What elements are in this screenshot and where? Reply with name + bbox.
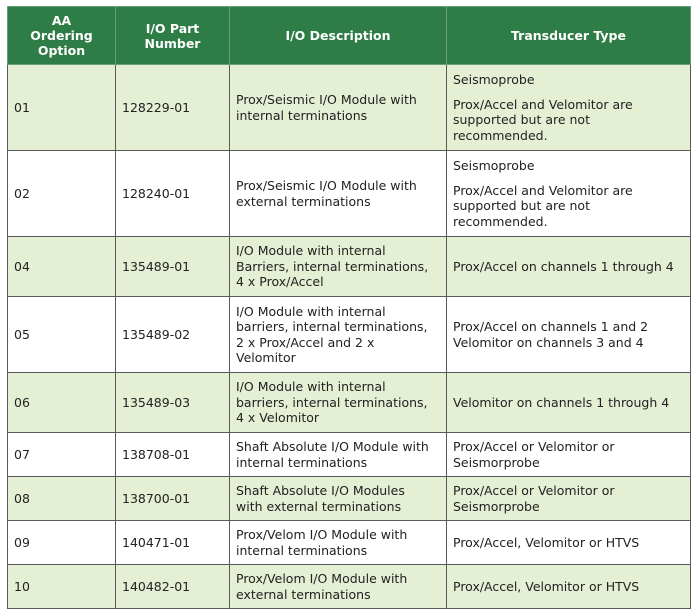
table-row xyxy=(8,565,691,609)
header-transducer-type: Transducer Type xyxy=(447,7,691,65)
cell-part-number: 140482-01 xyxy=(116,565,230,609)
transducer-line: Prox/Accel, Velomitor or HTVS xyxy=(453,534,640,550)
transducer-paragraph xyxy=(453,183,685,230)
description-line: internal terminations xyxy=(236,542,368,558)
transducer-line: Seismoprobe xyxy=(453,72,535,87)
transducer-line: Prox/Accel on channels 1 and 2 xyxy=(453,319,649,334)
transducer-line: Seismoprobe xyxy=(453,158,535,173)
cell-part-number: 138700-01 xyxy=(116,477,230,521)
table-row xyxy=(8,433,691,477)
description-line: internal terminations xyxy=(236,107,368,123)
cell-transducer-type xyxy=(447,521,691,565)
transducer-paragraph xyxy=(453,439,685,470)
header-description: I/O Description xyxy=(230,7,447,65)
cell-part-number: 135489-03 xyxy=(116,373,230,433)
cell-option: 06 xyxy=(8,373,116,433)
table-row xyxy=(8,297,691,373)
cell-transducer-type xyxy=(447,151,691,237)
description-line: barriers, internal terminations, xyxy=(236,394,428,410)
table-body xyxy=(8,65,691,609)
cell-part-number: 135489-02 xyxy=(116,297,230,373)
description-line: with external terminations xyxy=(236,498,402,514)
cell-option: 07 xyxy=(8,433,116,477)
description-line: Shaft Absolute I/O Modules xyxy=(236,483,405,498)
transducer-line: Velomitor on channels 1 through 4 xyxy=(453,394,670,410)
cell-option: 05 xyxy=(8,297,116,373)
cell-transducer-type xyxy=(447,433,691,477)
cell-description xyxy=(230,65,447,151)
description-line: external terminations xyxy=(236,193,371,209)
transducer-paragraph xyxy=(453,72,685,88)
cell-description xyxy=(230,237,447,297)
cell-option: 09 xyxy=(8,521,116,565)
transducer-line: Seismorprobe xyxy=(453,498,540,514)
description-line: Velomitor xyxy=(236,350,296,365)
transducer-line: recommended. xyxy=(453,127,548,143)
transducer-paragraph xyxy=(453,535,685,551)
table-row xyxy=(8,521,691,565)
header-option: AA Ordering Option xyxy=(8,7,116,65)
cell-part-number: 128229-01 xyxy=(116,65,230,151)
description-line: internal terminations xyxy=(236,454,368,470)
description-line: barriers, internal terminations, xyxy=(236,319,428,334)
description-line: external terminations xyxy=(236,586,371,602)
transducer-line: Prox/Accel or Velomitor or xyxy=(453,439,615,454)
table-row xyxy=(8,373,691,433)
transducer-paragraph xyxy=(453,579,685,595)
transducer-paragraph xyxy=(453,395,685,411)
cell-description xyxy=(230,151,447,237)
transducer-line: recommended. xyxy=(453,213,548,229)
description-line: Prox/Seismic I/O Module with xyxy=(236,92,417,107)
ordering-options-table xyxy=(7,6,691,609)
description-line: I/O Module with internal xyxy=(236,379,386,395)
table-row xyxy=(8,151,691,237)
table-row xyxy=(8,237,691,297)
cell-description xyxy=(230,373,447,433)
cell-option: 08 xyxy=(8,477,116,521)
table-row xyxy=(8,477,691,521)
cell-description xyxy=(230,433,447,477)
description-line: 4 x Velomitor xyxy=(236,410,320,426)
description-line: Barriers, internal terminations, xyxy=(236,258,429,274)
transducer-line: supported but are not xyxy=(453,198,590,213)
cell-description xyxy=(230,521,447,565)
cell-option: 04 xyxy=(8,237,116,297)
description-line: 2 x Prox/Accel and 2 x xyxy=(236,334,375,350)
transducer-line: Seismorprobe xyxy=(453,454,540,470)
cell-description xyxy=(230,297,447,373)
cell-part-number: 140471-01 xyxy=(116,521,230,565)
description-line: Prox/Velom I/O Module with xyxy=(236,527,408,542)
cell-option: 10 xyxy=(8,565,116,609)
cell-transducer-type xyxy=(447,373,691,433)
description-line: Prox/Velom I/O Module with xyxy=(236,571,408,586)
transducer-paragraph xyxy=(453,97,685,144)
transducer-paragraph xyxy=(453,158,685,174)
header-row xyxy=(8,7,691,65)
cell-description xyxy=(230,477,447,521)
transducer-line: Prox/Accel on channels 1 through 4 xyxy=(453,258,674,274)
transducer-paragraph xyxy=(453,319,685,350)
cell-transducer-type xyxy=(447,297,691,373)
transducer-paragraph xyxy=(453,483,685,514)
header-part-number: I/O Part Number xyxy=(116,7,230,65)
transducer-paragraph xyxy=(453,259,685,275)
transducer-line: Prox/Accel or Velomitor or xyxy=(453,483,615,498)
transducer-line: Prox/Accel and Velomitor are xyxy=(453,182,633,198)
cell-transducer-type xyxy=(447,565,691,609)
cell-description xyxy=(230,565,447,609)
cell-option: 02 xyxy=(8,151,116,237)
cell-option: 01 xyxy=(8,65,116,151)
description-line: 4 x Prox/Accel xyxy=(236,274,324,290)
transducer-line: Prox/Accel and Velomitor are xyxy=(453,96,633,112)
cell-transducer-type xyxy=(447,477,691,521)
transducer-line: Velomitor on channels 3 and 4 xyxy=(453,334,644,350)
description-line: Prox/Seismic I/O Module with xyxy=(236,178,417,193)
cell-part-number: 128240-01 xyxy=(116,151,230,237)
table-header xyxy=(8,7,691,65)
cell-part-number: 138708-01 xyxy=(116,433,230,477)
cell-transducer-type xyxy=(447,237,691,297)
cell-transducer-type xyxy=(447,65,691,151)
description-line: I/O Module with internal xyxy=(236,243,386,259)
table-row xyxy=(8,65,691,151)
transducer-line: supported but are not xyxy=(453,112,590,127)
transducer-line: Prox/Accel, Velomitor or HTVS xyxy=(453,578,640,594)
description-line: Shaft Absolute I/O Module with xyxy=(236,439,429,454)
cell-part-number: 135489-01 xyxy=(116,237,230,297)
description-line: I/O Module with internal xyxy=(236,303,386,319)
